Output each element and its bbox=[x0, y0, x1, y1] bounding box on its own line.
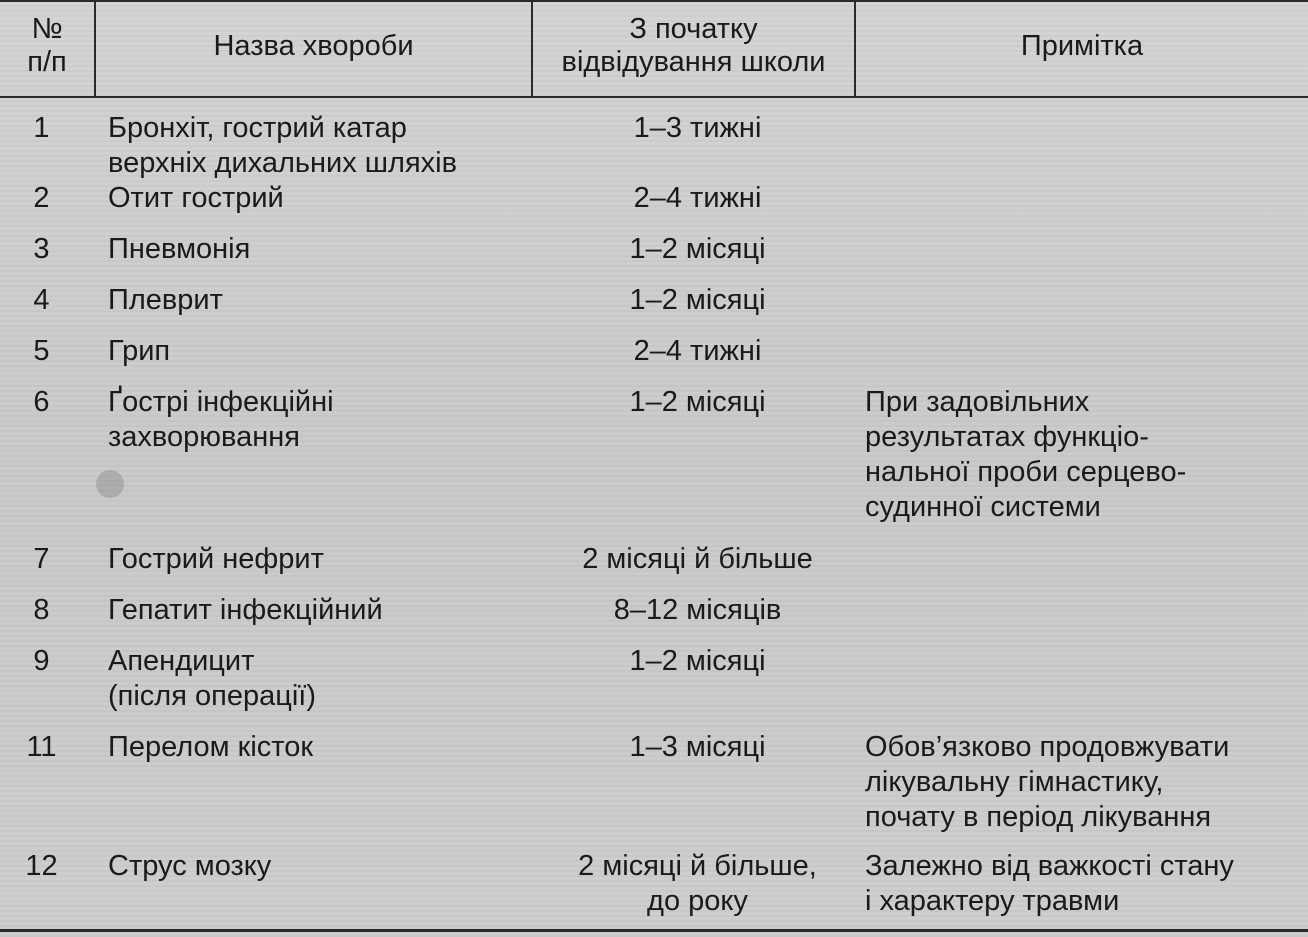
disease-name-cell bbox=[95, 181, 532, 232]
return-time-line: 2 місяці й більше bbox=[582, 543, 813, 575]
return-time-cell bbox=[532, 232, 855, 283]
note-line: лікувальну гімнастику, bbox=[865, 766, 1164, 798]
note-cell bbox=[855, 542, 1308, 593]
disease-name-line: Струс мозку bbox=[108, 850, 272, 882]
note-line: і характеру травми bbox=[865, 885, 1120, 917]
return-time-line: 8–12 місяців bbox=[613, 594, 782, 626]
return-time-cell bbox=[532, 334, 855, 385]
note-cell bbox=[855, 593, 1308, 644]
disease-name-cell bbox=[95, 385, 532, 542]
disease-name-cell bbox=[95, 644, 532, 730]
disease-name-cell bbox=[95, 849, 532, 919]
table-row bbox=[0, 283, 1308, 334]
disease-name-cell bbox=[95, 593, 532, 644]
table-row bbox=[0, 334, 1308, 385]
note-line: При задовільних bbox=[865, 386, 1090, 418]
disease-name-line: захворювання bbox=[108, 421, 300, 453]
row-number: 9 bbox=[33, 645, 50, 677]
row-number: 7 bbox=[33, 543, 50, 575]
row-number: 1 bbox=[33, 112, 50, 144]
note-line: нальної проби серцево- bbox=[865, 456, 1187, 488]
note-line: почату в період лікування bbox=[865, 801, 1212, 833]
note-cell bbox=[855, 181, 1308, 232]
disease-name-line: Бронхіт, гострий катар bbox=[108, 112, 407, 144]
disease-name-line: (після операції) bbox=[108, 680, 316, 712]
disease-name-line: Ґострі інфекційні bbox=[108, 386, 334, 418]
return-time-cell bbox=[532, 385, 855, 542]
disease-name-cell bbox=[95, 542, 532, 593]
note-cell bbox=[855, 283, 1308, 334]
note-cell bbox=[855, 730, 1308, 849]
disease-name-line: Пневмонія bbox=[108, 233, 251, 265]
note-cell bbox=[855, 232, 1308, 283]
note-cell bbox=[855, 97, 1308, 181]
table-row bbox=[0, 730, 1308, 849]
header-time-line-1: З початку bbox=[629, 13, 758, 45]
disease-name-line: Плеврит bbox=[108, 284, 223, 316]
return-time-line: 2 місяці й більше, bbox=[578, 850, 817, 882]
disease-name-line: Перелом кісток bbox=[108, 731, 314, 763]
note-cell bbox=[855, 385, 1308, 542]
return-time-line: 1–2 місяці bbox=[629, 284, 766, 316]
return-time-cell bbox=[532, 593, 855, 644]
table-row bbox=[0, 593, 1308, 644]
disease-name-line: верхніх дихальних шляхів bbox=[108, 147, 457, 179]
return-time-cell bbox=[532, 542, 855, 593]
disease-name-cell bbox=[95, 232, 532, 283]
table-header bbox=[0, 1, 1308, 97]
disease-name-line: Гепатит інфекційний bbox=[108, 594, 383, 626]
disease-name-line: Гострий нефрит bbox=[108, 543, 324, 575]
return-time-cell bbox=[532, 730, 855, 849]
table-row bbox=[0, 644, 1308, 730]
row-number: 8 bbox=[33, 594, 50, 626]
table-row bbox=[0, 849, 1308, 919]
return-time-line: 1–2 місяці bbox=[629, 386, 766, 418]
return-time-cell bbox=[532, 849, 855, 919]
table-bottom-rule bbox=[0, 929, 1308, 932]
row-number: 11 bbox=[26, 731, 57, 763]
disease-name-cell bbox=[95, 730, 532, 849]
header-num-line-2: п/п bbox=[27, 46, 67, 78]
return-time-cell bbox=[532, 283, 855, 334]
disease-name-line: Грип bbox=[108, 335, 171, 367]
note-line: Залежно від важкості стану bbox=[865, 850, 1234, 882]
header-name: Назва хвороби bbox=[95, 1, 532, 97]
table-row bbox=[0, 97, 1308, 181]
note-line: результатах функціо- bbox=[865, 421, 1149, 453]
print-smudge bbox=[96, 470, 124, 498]
header-time bbox=[532, 1, 855, 97]
table-row bbox=[0, 181, 1308, 232]
note-cell bbox=[855, 644, 1308, 730]
header-time-line-2: відвідування школи bbox=[561, 46, 826, 78]
return-time-line: 1–2 місяці bbox=[629, 233, 766, 265]
row-number: 2 bbox=[33, 182, 50, 214]
table-row bbox=[0, 385, 1308, 542]
disease-name-cell bbox=[95, 97, 532, 181]
return-time-line: 1–2 місяці bbox=[629, 645, 766, 677]
return-time-line: до року bbox=[647, 885, 748, 917]
disease-name-cell bbox=[95, 283, 532, 334]
row-number: 12 bbox=[25, 850, 58, 882]
header-num bbox=[0, 1, 95, 97]
note-cell bbox=[855, 849, 1308, 919]
return-time-cell bbox=[532, 97, 855, 181]
return-time-line: 1–3 місяці bbox=[629, 731, 766, 763]
note-cell bbox=[855, 334, 1308, 385]
disease-name-cell bbox=[95, 334, 532, 385]
header-num-line-1: № bbox=[31, 13, 63, 45]
table-row bbox=[0, 542, 1308, 593]
table-body bbox=[0, 97, 1308, 919]
row-number: 4 bbox=[33, 284, 50, 316]
return-time-cell bbox=[532, 644, 855, 730]
row-number: 6 bbox=[33, 386, 50, 418]
note-line: Обов’язково продовжувати bbox=[865, 731, 1230, 763]
row-number: 5 bbox=[33, 335, 50, 367]
note-line: судинної системи bbox=[865, 491, 1101, 523]
return-time-line: 1–3 тижні bbox=[633, 112, 762, 144]
return-time-cell bbox=[532, 181, 855, 232]
row-number: 3 bbox=[33, 233, 50, 265]
return-time-line: 2–4 тижні bbox=[633, 335, 762, 367]
disease-name-line: Апендицит bbox=[108, 645, 255, 677]
disease-name-line: Отит гострий bbox=[108, 182, 284, 214]
return-time-line: 2–4 тижні bbox=[633, 182, 762, 214]
header-note: Примітка bbox=[855, 1, 1308, 97]
table-row bbox=[0, 232, 1308, 283]
